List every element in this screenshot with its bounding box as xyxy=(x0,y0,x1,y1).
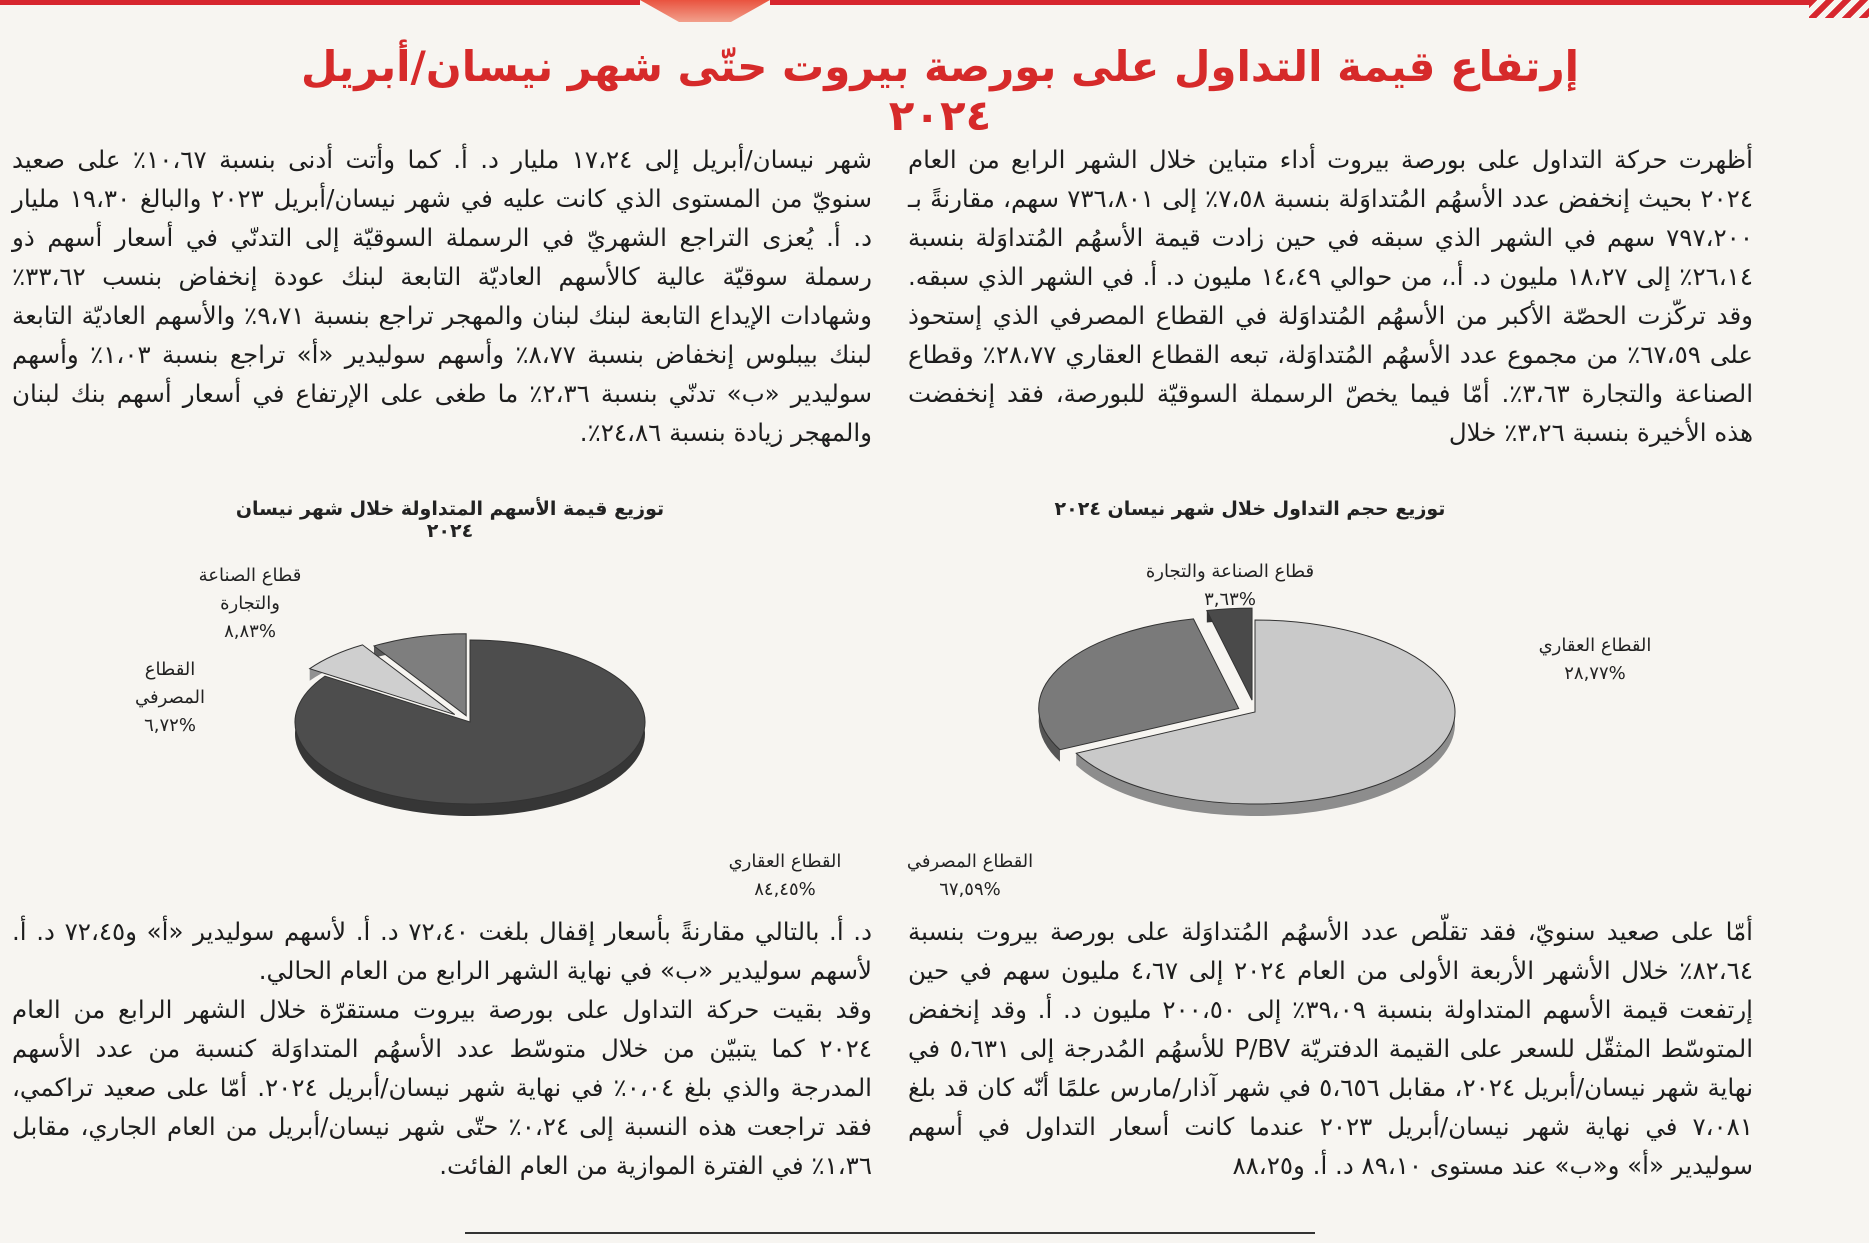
pie-label-realestate-volume xyxy=(1500,632,1690,688)
paragraph-left-bottom-1: د. أ. بالتالي مقارنةً بأسعار إقفال بلغت ٧٢،٤٠ د. أ. لأسهم سوليدير «أ» و٧٢،٤٥ د. أ. لأسهم سوليدير «ب» في نهاية الشهر الرابع من العام الحالي. xyxy=(12,917,872,985)
pie-label-banking-volume xyxy=(880,848,1060,904)
left-bottom-column xyxy=(12,912,872,1185)
chart-title-value: توزيع قيمة الأسهم المتداولة خلال شهر نيسان ٢٠٢٤ xyxy=(235,498,665,542)
pie-label-realestate-value xyxy=(710,848,860,904)
article-headline: إرتفاع قيمة التداول على بورصة بيروت حتّى شهر نيسان/أبريل ٢٠٢٤ xyxy=(300,42,1580,140)
footer-rule xyxy=(465,1232,1315,1234)
pie-chart-volume xyxy=(1010,600,1530,840)
pie-value-label: %٨,٨٣ xyxy=(224,621,276,642)
pie-category-label: القطاع المصرفي xyxy=(134,659,206,708)
top-rule-left xyxy=(0,0,640,5)
pie-category-label: القطاع العقاري xyxy=(728,851,842,872)
pie-label-industry-value xyxy=(175,562,325,646)
paragraph-right-bottom: أمّا على صعيد سنويّ، فقد تقلّص عدد الأسهُم المُتداوَلة على بورصة بيروت بنسبة ٨٢،٦٤٪ خلال الأشهر الأربعة الأولى من العام ٢٠٢٤ إلى ٤،٦٧ مليون سهم في حين إرتفعت قيمة الأسهم المتداولة بنسبة ٣٩،٠٩٪ إلى ٢٠٠،٥٠ مليون د. أ. وقد إنخفض المتوسّط المثقّل للسعر على القيمة الدفتريّة P/BV للأسهُم المُدرجة إلى ٥،٦٣١ في نهاية شهر نيسان/أبريل ٢٠٢٤، مقابل ٥،٦٥٦ في شهر آذار/مارس علمًا أنّه كان قد بلغ ٧،٠٨١ في نهاية شهر نيسان/أبريل ٢٠٢٣ عندما كانت أسعار التداول في أسهم سوليدير «أ» و«ب» عند مستوى ٨٩،١٠ د. أ. و٨٨،٢٥ xyxy=(908,917,1754,1180)
chart-title-volume: توزيع حجم التداول خلال شهر نيسان ٢٠٢٤ xyxy=(1054,498,1446,520)
pie-chart-value xyxy=(240,610,700,850)
pie-value-label: %٣,٦٣ xyxy=(1204,589,1256,610)
pie-value-label: %٦٧,٥٩ xyxy=(939,879,1001,900)
corner-stripe-ornament xyxy=(1809,0,1869,18)
top-rule-right xyxy=(770,0,1869,5)
pie-label-banking-value xyxy=(125,656,215,740)
paragraph-left-top: شهر نيسان/أبريل إلى ١٧،٢٤ مليار د. أ. كما وأتت أدنى بنسبة ١٠،٦٧٪ على صعيد سنويّ من المستوى الذي كانت عليه في شهر نيسان/أبريل ٢٠٢٣ والبالغ ١٩،٣٠ مليار د. أ. يُعزى التراجع الشهريّ في الرسملة السوقيّة إلى التدنّي في أسعار أسهم ذو رسملة سوقيّة عالية كالأسهم العاديّة التابعة لبنك عودة إنخفاض بنسب ٣٣،٦٢٪ وشهادات الإيداع التابعة لبنك لبنان والمهجر تراجع بنسبة ٩،٧١٪ والأسهم العاديّة التابعة لبنك بيبلوس إنخفاض بنسبة ٨،٧٧٪ وأسهم سوليدير «أ» تراجع بنسبة ١،٠٣٪ وأسهم سوليدير «ب» تدنّي بنسبة ٢،٣٦٪ ما طغى على الإرتفاع في أسعار أسهم بنك لبنان والمهجر زيادة بنسبة ٢٤،٨٦٪. xyxy=(12,145,873,447)
pie-value-label: %٦,٧٢ xyxy=(144,715,196,736)
pie-category-label: القطاع العقاري xyxy=(1538,635,1652,656)
paragraph-right-top: أظهرت حركة التداول على بورصة بيروت أداء متباين خلال الشهر الرابع من العام ٢٠٢٤ بحيث إنخفض عدد الأسهُم المُتداوَلة بنسبة ٧،٥٨٪ إلى ٧٣٦،٨٠١ سهم، مقارنةً بـ ٧٩٧،٢٠٠ سهم في الشهر الذي سبقه في حين زادت قيمة الأسهُم المُتداوَلة بنسبة ٢٦،١٤٪ إلى ١٨،٢٧ مليون د. أ.، من حوالي ١٤،٤٩ مليون د. أ. في الشهر الذي سبقه. وقد تركّزت الحصّة الأكبر من الأسهُم المُتداوَلة في القطاع المصرفي الذي إستحوذ على ٦٧،٥٩٪ من مجموع عدد الأسهُم المُتداوَلة، تبعه القطاع العقاري ٢٨،٧٧٪ وقطاع الصناعة والتجارة ٣،٦٣٪. أمّا فيما يخصّ الرسملة السوقيّة للبورصة، فقد إنخفضت هذه الأخيرة بنسبة ٣،٢٦٪ خلال xyxy=(908,145,1753,447)
paragraph-left-bottom-2: وقد بقيت حركة التداول على بورصة بيروت مستقرّة خلال الشهر الرابع من العام ٢٠٢٤ كما يتبيّن من خلال متوسّط عدد الأسهُم المتداوَلة كنسبة من عدد الأسهم المدرجة والذي بلغ ٠،٠٤٪ في نهاية شهر نيسان/أبريل ٢٠٢٤. أمّا على صعيد تراكمي، فقد تراجعت هذه النسبة إلى ٠،٢٤٪ حتّى شهر نيسان/أبريل من العام الجاري، مقابل ١،٣٦٪ في الفترة الموازية من العام الفائت. xyxy=(12,995,872,1180)
pie-value-label: %٨٤,٤٥ xyxy=(754,879,816,900)
pie-category-label: القطاع المصرفي xyxy=(906,851,1034,872)
top-notch-ornament xyxy=(640,0,770,22)
pie-value-label: %٢٨,٧٧ xyxy=(1564,663,1626,684)
pie-category-label: قطاع الصناعة والتجارة xyxy=(198,565,302,614)
pie-label-industry-volume xyxy=(1110,558,1350,614)
pie-category-label: قطاع الصناعة والتجارة xyxy=(1145,561,1315,582)
